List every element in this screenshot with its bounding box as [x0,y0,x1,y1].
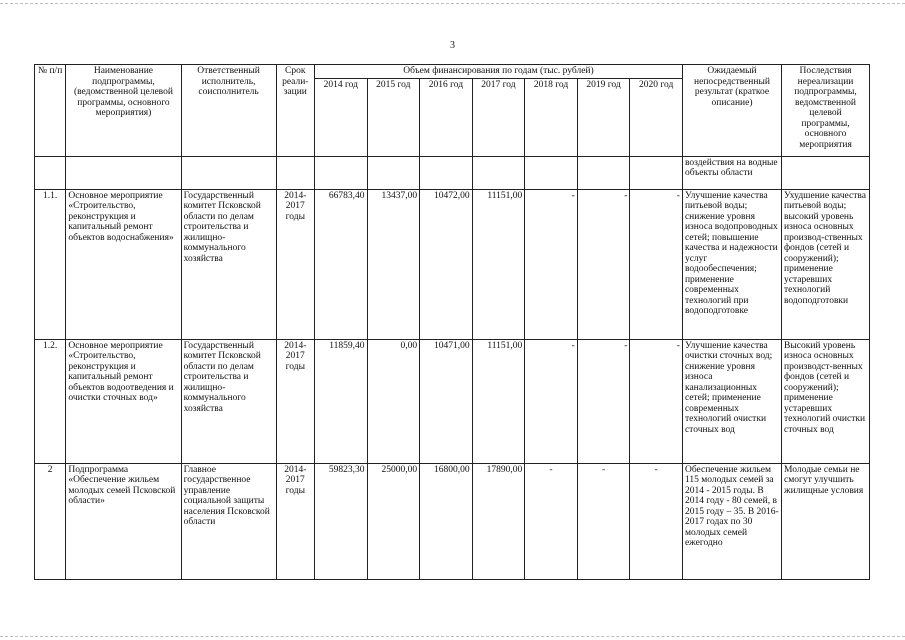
cell-value: 59823,30 [314,463,367,579]
cell-name: Основное мероприятие «Строительство, реконструкция и капитальный ремонт объектов водоснабжения» [66,189,181,339]
cell-consequence: Молодые семьи не смогут улучшить жилищные условия [782,463,870,579]
cell-term: 2014-2017 годы [276,339,314,463]
cell-value: 0,00 [367,339,420,463]
cell-value: - [630,339,683,463]
page-number: 3 [450,40,455,51]
cell-value: - [577,463,630,579]
cell-value: - [630,189,683,339]
cell-empty [472,156,525,189]
cell-name: Основное мероприятие «Строительство, реконструкция и капитальный ремонт объектов водоотведения и очистки сточных вод» [66,339,181,463]
header-year: 2020 год [630,78,683,156]
cell-value: - [630,463,683,579]
cell-value: - [525,339,578,463]
cell-result: Обеспечение жильем 115 молодых семей за 2014 - 2015 годы. В 2014 году - 80 семей, в 2015 году – 35. В 2016-2017 годах по 30 молодых семей ежегодно [682,463,781,579]
header-year: 2014 год [314,78,367,156]
cell-empty [181,156,276,189]
table-row [35,189,870,339]
header-no: № п/п [35,65,66,157]
cell-empty [367,156,420,189]
cell-result: Улучшение качества питьевой воды; снижение уровня износа водопроводных сетей; повышение качества и надежности услуг водообеспечения; применение современных технологий при водоподготовке [682,189,781,339]
cell-value: 16800,00 [420,463,473,579]
header-year: 2018 год [525,78,578,156]
header-consequence: Последствия нереализации подпрограммы, ведомственной целевой программы, основного мероприятия [782,65,870,157]
header-result: Ожидаемый непосредственный результат (краткое описание) [682,65,781,157]
header-funding: Объем финансирования по годам (тыс. рублей) [314,65,682,79]
cell-value: - [577,339,630,463]
cell-no: 1.2. [35,339,66,463]
table-row-continuation [35,156,870,189]
cell-value: 11859,40 [314,339,367,463]
header-year: 2015 год [367,78,420,156]
cell-term: 2014-2017 годы [276,463,314,579]
cell-empty [314,156,367,189]
header-year: 2019 год [577,78,630,156]
cell-empty [782,156,870,189]
program-table [34,64,870,580]
cell-value: 66783,40 [314,189,367,339]
cell-value: 10472,00 [420,189,473,339]
cell-empty [525,156,578,189]
cell-empty [276,156,314,189]
cell-no: 1.1. [35,189,66,339]
cell-value: 17890,00 [472,463,525,579]
cell-name: Подпрограмма «Обеспечение жильем молодых семей Псковской области» [66,463,181,579]
scan-edge-bottom [0,636,905,637]
cell-empty [577,156,630,189]
cell-result: воздействия на водные объекты области [682,156,781,189]
cell-value: - [577,189,630,339]
header-year: 2016 год [420,78,473,156]
cell-executor: Главное государственное управление социальной защиты населения Псковской области [181,463,276,579]
cell-value: 11151,00 [472,339,525,463]
cell-term: 2014-2017 годы [276,189,314,339]
cell-value: - [525,189,578,339]
cell-executor: Государственный комитет Псковской области по делам строительства и жилищно-коммунального хозяйства [181,189,276,339]
cell-consequence: Высокий уровень износа основных производст-венных фондов (сетей и сооружений); применение устаревших технологий очистки сточных вод [782,339,870,463]
cell-no: 2 [35,463,66,579]
cell-consequence: Ухудшение качества питьевой воды; высокий уровень износа основных производ-ственных фондов (сетей и сооружений); применение устаревших технологий водоподготовки [782,189,870,339]
cell-empty [35,156,66,189]
cell-empty [630,156,683,189]
cell-executor: Государственный комитет Псковской области по делам строительства и жилищно-коммунального хозяйства [181,339,276,463]
cell-value: 10471,00 [420,339,473,463]
table-row [35,339,870,463]
scan-edge-top [0,3,905,4]
cell-empty [66,156,181,189]
cell-value: - [525,463,578,579]
cell-value: 11151,00 [472,189,525,339]
header-name: Наименование подпрограммы, (ведомственной целевой программы, основного мероприятия) [66,65,181,157]
header-year: 2017 год [472,78,525,156]
cell-result: Улучшение качества очистки сточных вод; снижение уровня износа канализационных сетей; применение современных технологий очистки сточных вод [682,339,781,463]
cell-empty [420,156,473,189]
cell-value: 13437,00 [367,189,420,339]
table-row [35,463,870,579]
header-term: Срок реали-зации [276,65,314,157]
header-executor: Ответственный исполнитель, соисполнитель [181,65,276,157]
cell-value: 25000,00 [367,463,420,579]
